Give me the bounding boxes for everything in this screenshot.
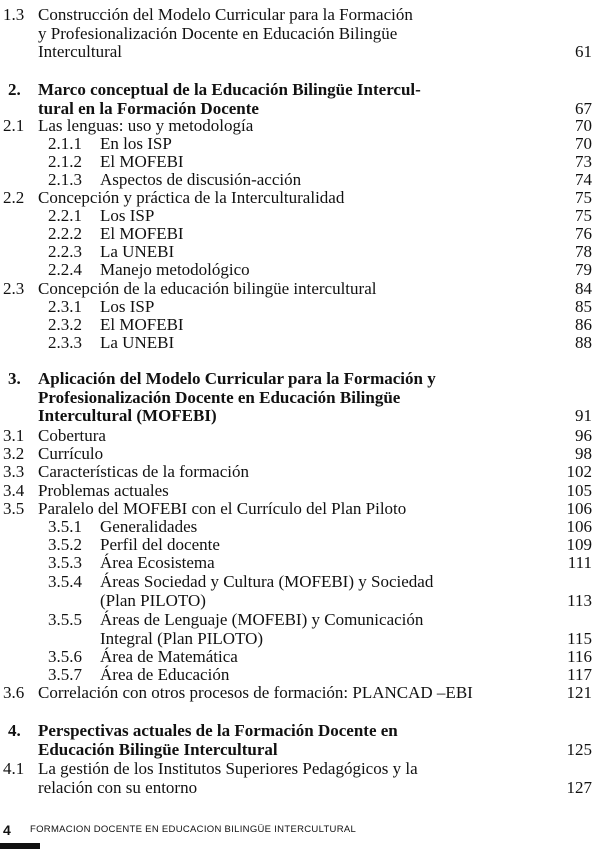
toc-entry-page-number: 125 xyxy=(566,739,592,759)
toc-entry-number: 2.1.2 xyxy=(48,152,82,171)
toc-entry-title-line: Cobertura xyxy=(38,426,106,445)
toc-entry-number: 3.5.6 xyxy=(48,647,82,666)
toc-entry xyxy=(0,573,600,610)
toc-entry-number: 3.5.4 xyxy=(48,572,82,591)
toc-entry-number: 2.2.2 xyxy=(48,224,82,243)
toc-entry-page-number: 98 xyxy=(575,444,592,463)
toc-entry xyxy=(0,554,600,573)
toc-entry-number: 3.5.3 xyxy=(48,553,82,572)
toc-entry xyxy=(0,225,600,244)
toc-entry-page-number: 111 xyxy=(567,553,592,572)
toc-entry-number: 2.1 xyxy=(3,116,25,135)
toc-entry-title-line: En los ISP xyxy=(100,134,172,153)
toc-entry-page-number: 88 xyxy=(575,333,592,352)
toc-entry-page-number: 91 xyxy=(575,406,592,425)
toc-entry-page-number: 105 xyxy=(566,481,592,500)
toc-entry-title-line: Área de Matemática xyxy=(100,647,238,666)
toc-entry-page-number: 127 xyxy=(566,777,592,797)
toc-entry-title-line: Área Ecosistema xyxy=(100,553,215,572)
toc-entry-page-number: 74 xyxy=(575,170,592,189)
toc-entry-number: 2.1.3 xyxy=(48,170,82,189)
footer-running-title: FORMACION DOCENTE EN EDUCACION BILINGÜE INTERCULTURAL xyxy=(30,824,357,835)
toc-entry-number: 3.2 xyxy=(3,444,25,463)
toc-entry-number: 2.2.3 xyxy=(48,242,82,261)
toc-entry xyxy=(0,648,600,667)
toc-entry-title-line: Generalidades xyxy=(100,517,198,536)
toc-entry-title-line: Intercultural (MOFEBI) xyxy=(38,406,217,425)
toc-entry xyxy=(0,536,600,555)
toc-entry-title-line: tural en la Formación Docente xyxy=(38,98,259,118)
toc-entry-title-line: Manejo metodológico xyxy=(100,260,250,279)
toc-entry-title-line: Concepción de la educación bilingüe intercultural xyxy=(38,279,377,298)
toc-entry-title-line: Los ISP xyxy=(100,206,155,225)
page-footer xyxy=(0,822,600,849)
toc-entry-title-line: Currículo xyxy=(38,444,104,463)
toc-entry xyxy=(0,684,600,703)
toc-entry-title-line: Áreas Sociedad y Cultura (MOFEBI) y Sociedad xyxy=(100,572,434,591)
toc-entry-page-number: 102 xyxy=(566,462,592,481)
toc-entry-page-number: 75 xyxy=(575,188,592,207)
toc-entry-number: 2.2.4 xyxy=(48,260,82,279)
toc-entry xyxy=(0,6,600,62)
toc-entry-number: 3.5.2 xyxy=(48,535,82,554)
toc-entry xyxy=(0,334,600,353)
toc-entry-page-number: 113 xyxy=(567,590,592,610)
toc-entry xyxy=(0,117,600,136)
toc-entry-title-line: Concepción y práctica de la Interculturalidad xyxy=(38,188,345,207)
toc-entry-page-number: 73 xyxy=(575,152,592,171)
toc-entry-title-line: Correlación con otros procesos de formación: PLANCAD –EBI xyxy=(38,683,473,702)
toc-entry-title-line: La UNEBI xyxy=(100,333,175,352)
toc-entry-page-number: 61 xyxy=(575,42,592,61)
toc-entry-title-line: Áreas de Lenguaje (MOFEBI) y Comunicación xyxy=(100,610,424,629)
toc-entry-page-number: 85 xyxy=(575,297,592,316)
toc-entry xyxy=(0,666,600,685)
toc-entry-number: 1.3 xyxy=(3,5,25,24)
toc-entry xyxy=(0,482,600,501)
toc-entry xyxy=(0,298,600,317)
toc-entry-title-line: Aspectos de discusión-acción xyxy=(100,170,302,189)
toc-entry xyxy=(0,81,600,118)
toc-entry-page-number: 86 xyxy=(575,315,592,334)
toc-entry xyxy=(0,280,600,299)
toc-entry-title-line: El MOFEBI xyxy=(100,152,184,171)
toc-entry xyxy=(0,207,600,226)
toc-entry-number: 3.3 xyxy=(3,462,25,481)
toc-entry-page-number: 75 xyxy=(575,206,592,225)
toc-entry-title-line: Marco conceptual de la Educación Bilingüe Intercul- xyxy=(38,80,421,99)
toc-entry xyxy=(0,463,600,482)
toc-entry-title-line: Integral (Plan PILOTO) xyxy=(100,628,264,648)
toc-entry-number: 3.4 xyxy=(3,481,25,500)
toc-entry-number: 2.3.3 xyxy=(48,333,82,352)
toc-entry xyxy=(0,518,600,537)
toc-entry-page-number: 67 xyxy=(575,98,592,118)
toc-entry-title-line: Perfil del docente xyxy=(100,535,220,554)
toc-entry-title-line: y Profesionalización Docente en Educación Bilingüe xyxy=(38,23,398,43)
toc-entry-page-number: 117 xyxy=(567,665,592,684)
toc-entry-number: 2.3.2 xyxy=(48,315,82,334)
toc-entry-page-number: 70 xyxy=(575,116,592,135)
toc-entry-title-line: El MOFEBI xyxy=(100,315,184,334)
toc-entry-number: 2. xyxy=(8,80,21,99)
toc-entry-number: 2.2.1 xyxy=(48,206,82,225)
toc-entry-number: 3. xyxy=(8,369,21,388)
toc-entry xyxy=(0,445,600,464)
toc-entry-title-line: Las lenguas: uso y metodología xyxy=(38,116,254,135)
toc-entry-title-line: La gestión de los Institutos Superiores Pedagógicos y la xyxy=(38,759,418,778)
toc-entry-number: 2.1.1 xyxy=(48,134,82,153)
toc-entry-page-number: 116 xyxy=(567,647,592,666)
toc-entry-title-line: La UNEBI xyxy=(100,242,175,261)
toc-entry-number: 3.1 xyxy=(3,426,25,445)
toc-entry xyxy=(0,722,600,759)
toc-entry-page-number: 79 xyxy=(575,260,592,279)
toc-entry-number: 3.5 xyxy=(3,499,25,518)
toc-entry-title-line: El MOFEBI xyxy=(100,224,184,243)
toc-entry xyxy=(0,370,600,426)
toc-entry-page-number: 106 xyxy=(566,517,592,536)
toc-entry-number: 2.2 xyxy=(3,188,25,207)
toc-entry-page-number: 70 xyxy=(575,134,592,153)
toc-entry xyxy=(0,153,600,172)
toc-entry-number: 4. xyxy=(8,721,21,740)
toc-entry-page-number: 76 xyxy=(575,224,592,243)
toc-entry-page-number: 78 xyxy=(575,242,592,261)
toc-entry-title-line: Perspectivas actuales de la Formación Docente en xyxy=(38,721,398,740)
toc-entry xyxy=(0,261,600,280)
footer-page-number: 4 xyxy=(3,822,11,838)
toc-entry xyxy=(0,135,600,154)
toc-entry xyxy=(0,611,600,648)
toc-entry xyxy=(0,316,600,335)
toc-entry xyxy=(0,500,600,519)
toc-entry-number: 3.5.1 xyxy=(48,517,82,536)
toc-entry-page-number: 106 xyxy=(566,499,592,518)
toc-entry xyxy=(0,427,600,446)
toc-entry-title-line: Intercultural xyxy=(38,42,123,61)
toc-entry-number: 3.5.7 xyxy=(48,665,82,684)
toc-entry-number: 3.5.5 xyxy=(48,610,82,629)
toc-entry-title-line: Profesionalización Docente en Educación Bilingüe xyxy=(38,387,401,407)
toc-entry xyxy=(0,243,600,262)
toc-entry-page-number: 84 xyxy=(575,279,592,298)
toc-entry-number: 2.3.1 xyxy=(48,297,82,316)
toc-entry-title-line: Aplicación del Modelo Curricular para la Formación y xyxy=(38,369,436,388)
toc-entry-title-line: Área de Educación xyxy=(100,665,230,684)
toc-entry-page-number: 96 xyxy=(575,426,592,445)
toc-entry-number: 2.3 xyxy=(3,279,25,298)
toc-entry-title-line: Características de la formación xyxy=(38,462,249,481)
toc-entry-title-line: relación con su entorno xyxy=(38,777,198,797)
toc-entry xyxy=(0,171,600,190)
footer-bar xyxy=(0,843,40,849)
toc-entry-title-line: Paralelo del MOFEBI con el Currículo del Plan Piloto xyxy=(38,499,407,518)
toc-entry-title-line: (Plan PILOTO) xyxy=(100,590,206,610)
toc-entry-number: 3.6 xyxy=(3,683,25,702)
toc-entry-title-line: Construcción del Modelo Curricular para la Formación xyxy=(38,5,413,24)
toc-entry-page-number: 115 xyxy=(567,628,592,648)
toc-entry-page-number: 121 xyxy=(566,683,592,702)
toc-entry-number: 4.1 xyxy=(3,759,25,778)
toc-entry-page-number: 109 xyxy=(566,535,592,554)
toc-entry-title-line: Educación Bilingüe Intercultural xyxy=(38,739,278,759)
toc-entry xyxy=(0,760,600,797)
toc-entry-title-line: Problemas actuales xyxy=(38,481,169,500)
toc-entry xyxy=(0,189,600,208)
toc-entry-title-line: Los ISP xyxy=(100,297,155,316)
